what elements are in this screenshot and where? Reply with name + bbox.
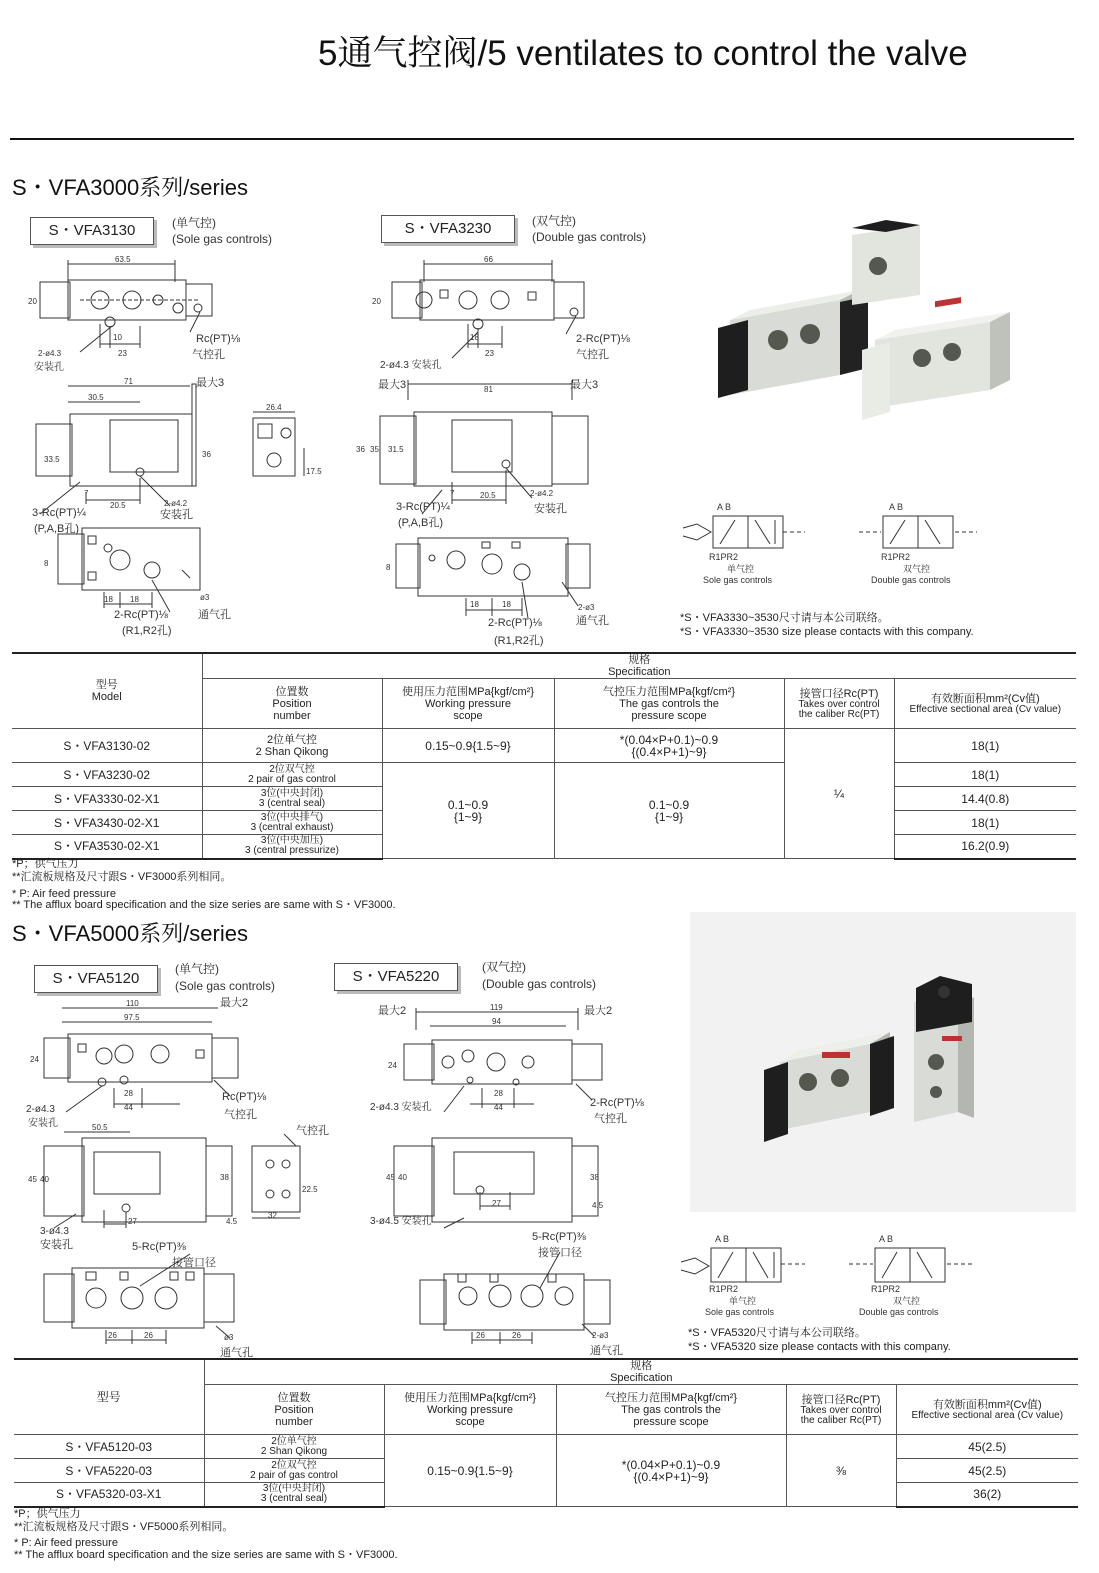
dim-23: 23	[118, 349, 127, 358]
dim-18b: 18	[502, 600, 511, 609]
max-3: 最大3	[196, 377, 225, 389]
header-working-pressure-zh: 使用压力范围MPa{kgf/cm²}	[401, 685, 535, 698]
dim-97-5: 97.5	[124, 1013, 140, 1022]
working-pressure: 0.1~0.9	[447, 797, 489, 812]
position-en: 2 pair of gas control	[248, 773, 336, 785]
header-working-pressure-en: Working pressure	[427, 1403, 513, 1416]
ports-r: R1PR2	[709, 1284, 739, 1294]
position-zh: 3位(中央加压)	[260, 835, 324, 847]
dim-height: 20	[372, 297, 381, 306]
spec-table-vfa3000	[12, 652, 1076, 860]
header-working-pressure-en2: scope	[453, 709, 483, 722]
ports-callout-zh: 接管口径	[538, 1247, 582, 1259]
dim-71: 71	[124, 377, 133, 386]
vent-hole-zh: 通气孔	[576, 615, 609, 627]
dimension-drawing-vfa3130	[20, 252, 360, 647]
table-row	[12, 729, 1076, 763]
ports-callout-zh: (P,A,B孔)	[34, 523, 80, 535]
dim-36: 36	[202, 450, 211, 459]
pilot-port-zh: 气控孔	[192, 349, 225, 361]
header-gas-control-zh: 气控压力范围MPa{kgf/cm²}	[604, 1391, 738, 1404]
dimension-drawing-vfa3230	[352, 252, 667, 650]
pilot-port: Rc(PT)⅛	[196, 333, 240, 345]
effective-area: 45(2.5)	[896, 1459, 1078, 1483]
product-photo-vfa5000	[690, 912, 1076, 1212]
dim-40: 40	[398, 1173, 407, 1182]
ports-callout: 5-Rc(PT)⅜	[132, 1241, 186, 1253]
max-3-right: 最大3	[570, 379, 599, 391]
model-cell: S・VFA3130-02	[12, 729, 202, 763]
symbol-en: Sole gas controls	[703, 575, 773, 585]
position-en: 3 (central seal)	[258, 797, 326, 809]
dim-18a: 18	[470, 600, 479, 609]
gas-control-range-kgf: {(0.4×P+1)~9}	[633, 1469, 709, 1484]
header-position-zh: 位置数	[277, 1391, 311, 1404]
header-gas-control-en: The gas controls the	[621, 1403, 721, 1416]
dim-height: 20	[28, 297, 37, 306]
dim-119: 119	[490, 1003, 503, 1012]
header-position-en2: number	[273, 709, 311, 722]
model-cell: S・VFA3230-02	[12, 763, 202, 787]
control-type-zh: (双气控)	[482, 960, 526, 974]
series-heading-vfa3000: S・VFA3000系列/series	[12, 175, 248, 200]
vent-hole: 2-ø3	[592, 1331, 609, 1340]
position-zh: 2位双气控	[271, 1459, 317, 1471]
mount-hole-zh: 安装孔	[28, 1118, 58, 1129]
header-position-en: Position	[272, 697, 312, 710]
pilot-port: 2-Rc(PT)⅛	[576, 333, 630, 345]
ports-callout: 3-Rc(PT)¼	[32, 507, 86, 519]
ports-ab: A B	[879, 1234, 894, 1244]
contact-note-zh: *S・VFA3330~3530尺寸请与本公司联络。	[680, 612, 889, 624]
vent-hole: ø3	[200, 593, 210, 602]
dim-4-5: 4.5	[226, 1217, 238, 1226]
dim-26a: 26	[108, 1331, 117, 1340]
footnote: **汇流板规格及尺寸跟S・VF3000系列相同。	[12, 871, 232, 883]
vent-hole: 2-ø3	[578, 603, 595, 612]
header-working-pressure-en: Working pressure	[425, 697, 511, 710]
header-position-en: Position	[274, 1403, 314, 1416]
dim-30-5: 30.5	[88, 393, 104, 402]
mount-hole-2: 2-ø4.2	[164, 499, 188, 508]
symbol-zh: 双气控	[903, 564, 931, 574]
header-effective-area-zh: 有效断面积mm²(Cv值)	[932, 1398, 1042, 1411]
control-type-zh: (单气控)	[172, 216, 216, 230]
ports-ab: A B	[715, 1234, 730, 1244]
mount-hole-2-zh: 安装孔	[160, 509, 193, 521]
model-cell: S・VFA3530-02-X1	[12, 835, 202, 859]
title-rule	[10, 138, 1074, 140]
dim-26b: 26	[144, 1331, 153, 1340]
dim-18b: 18	[130, 595, 139, 604]
mount-hole: 2-ø4.3 安装孔	[380, 360, 442, 371]
vent-hole-zh: 通气孔	[590, 1345, 623, 1357]
model-box-vfa5120: S・VFA5120	[34, 965, 158, 993]
dim-7: 7	[450, 489, 455, 498]
header-spec-zh: 规格	[628, 654, 651, 666]
ports-r: R1PR2	[709, 552, 739, 562]
header-effective-area-en: Effective sectional area (Cv value)	[909, 703, 1062, 715]
gas-control-range: *(0.04×P+0.1)~0.9	[621, 1457, 721, 1472]
dim-33-5: 33.5	[44, 455, 60, 464]
effective-area: 45(2.5)	[896, 1435, 1078, 1459]
header-gas-control-en2: pressure scope	[631, 709, 707, 722]
control-type-zh: (双气控)	[532, 214, 576, 228]
control-type-en: (Double gas controls)	[482, 977, 597, 991]
header-spec-zh: 规格	[630, 1360, 653, 1372]
working-pressure-kgf: {1~9}	[453, 809, 483, 824]
max-2: 最大2	[220, 997, 249, 1009]
footnote: **汇流板规格及尺寸跟S・VF5000系列相同。	[14, 1521, 234, 1533]
gas-control-range: *(0.04×P+0.1)~0.9	[619, 732, 719, 747]
dim-31-5: 31.5	[388, 445, 404, 454]
position-en: 3 (central exhaust)	[250, 821, 334, 833]
header-model-zh: 型号	[95, 679, 118, 691]
contact-note-en: *S・VFA3330~3530 size please contacts with this company.	[680, 626, 974, 638]
pilot-hole-zh: 气控孔	[296, 1125, 329, 1137]
header-position-zh: 位置数	[275, 685, 309, 698]
page-title: 5通气控阀/5 ventilates to control the valve	[318, 34, 968, 73]
header-position-en2: number	[275, 1415, 313, 1428]
dim-8: 8	[44, 559, 49, 568]
dim-35: 35	[370, 445, 379, 454]
dim-38: 38	[220, 1173, 229, 1182]
working-pressure: 0.15~0.9{1.5~9}	[384, 1435, 556, 1507]
header-working-pressure-zh: 使用压力范围MPa{kgf/cm²}	[403, 1391, 537, 1404]
footnote: * P: Air feed pressure	[12, 888, 116, 900]
dim-width: 63.5	[115, 255, 131, 264]
max-2-right: 最大2	[584, 1005, 613, 1017]
position-zh: 3位(中央封闭)	[262, 1483, 326, 1495]
symbol-en: Double gas controls	[871, 575, 951, 585]
ports-r: R1PR2	[871, 1284, 901, 1294]
ports-r: R1PR2	[881, 552, 911, 562]
ports-ab: A B	[717, 502, 732, 512]
dim-4-5: 4.5	[592, 1201, 604, 1210]
header-gas-control-en2: pressure scope	[633, 1415, 709, 1428]
vent-hole-zh: 通气孔	[198, 609, 231, 621]
pilot-port: 2-Rc(PT)⅛	[590, 1097, 644, 1109]
dim-45: 45	[386, 1173, 395, 1182]
working-pressure: 0.15~0.9{1.5~9}	[382, 729, 554, 763]
header-model-en: Model	[91, 691, 122, 703]
header-effective-area-zh: 有效断面积mm²(Cv值)	[930, 692, 1040, 705]
dim-24: 24	[30, 1055, 39, 1064]
position-en: 3 (central seal)	[260, 1493, 328, 1505]
dim-10: 10	[113, 333, 122, 342]
effective-area: 18(1)	[894, 811, 1076, 835]
dim-22-5: 22.5	[302, 1185, 318, 1194]
mount-hole-3-zh: 安装孔	[40, 1239, 73, 1251]
model-box-vfa3230: S・VFA3230	[381, 215, 515, 243]
gas-control-range-kgf: {(0.4×P+1)~9}	[631, 744, 707, 759]
header-caliber-en: Takes over control	[800, 1404, 882, 1416]
mount-hole: 2-ø4.3 安装孔	[370, 1102, 432, 1113]
effective-area: 18(1)	[894, 729, 1076, 763]
position-zh: 2位双气控	[269, 763, 315, 775]
position-zh: 2位单气控	[271, 1435, 317, 1447]
header-gas-control-en: The gas controls the	[619, 697, 719, 710]
dim-38: 38	[590, 1173, 599, 1182]
pilot-port-zh: 气控孔	[594, 1113, 627, 1125]
header-caliber-en2: the caliber Rc(PT)	[798, 708, 880, 720]
dim-20-5: 20.5	[110, 501, 126, 510]
exhaust-callout: 2-Rc(PT)⅛	[488, 617, 542, 629]
footnote: ** The afflux board specification and the size series are same with S・VF3000.	[12, 899, 396, 911]
pilot-port-zh: 气控孔	[576, 349, 609, 361]
pilot-port-zh: 气控孔	[224, 1109, 257, 1121]
position-en: 2 pair of gas control	[250, 1469, 338, 1481]
gas-control-range: 0.1~0.9	[648, 797, 690, 812]
product-photo-vfa3000	[690, 200, 1060, 470]
dim-18: 18	[470, 333, 479, 342]
effective-area: 36(2)	[896, 1483, 1078, 1507]
dim-23: 23	[485, 349, 494, 358]
caliber: ⅜	[786, 1435, 896, 1507]
gas-control-range-kgf: {1~9}	[654, 809, 684, 824]
position-zh: 3位(中央封闭)	[260, 787, 324, 799]
position-en: 3 (central pressurize)	[245, 845, 339, 857]
header-caliber-en: Takes over control	[798, 698, 880, 710]
effective-area: 14.4(0.8)	[894, 787, 1076, 811]
dimension-drawing-vfa5120	[20, 996, 350, 1361]
control-type-en: (Sole gas controls)	[175, 979, 276, 993]
contact-note-en: *S・VFA5320 size please contacts with this company.	[688, 1341, 951, 1353]
control-type-en: (Sole gas controls)	[172, 232, 273, 246]
dim-44: 44	[124, 1103, 133, 1112]
header-spec-en: Specification	[610, 1372, 673, 1384]
model-cell: S・VFA5320-03-X1	[14, 1483, 204, 1507]
model-box-vfa5220: S・VFA5220	[334, 963, 458, 991]
mount-hole-2: 2-ø4.2	[530, 489, 554, 498]
model-cell: S・VFA3430-02-X1	[12, 811, 202, 835]
dim-40: 40	[40, 1175, 49, 1184]
header-caliber-zh: 接管口径Rc(PT)	[801, 1393, 881, 1406]
dim-28: 28	[494, 1089, 503, 1098]
dim-36: 36	[356, 445, 365, 454]
exhaust-callout: 2-Rc(PT)⅛	[114, 609, 168, 621]
symbol-zh: 双气控	[893, 1296, 921, 1306]
effective-area: 18(1)	[894, 763, 1076, 787]
dim-7: 7	[84, 489, 89, 498]
position-zh: 3位(中央排气)	[260, 811, 324, 823]
dim-26b: 26	[512, 1331, 521, 1340]
header-caliber-en2: the caliber Rc(PT)	[800, 1414, 882, 1426]
side-width: 26.4	[266, 403, 282, 412]
vent-hole-zh: 通气孔	[220, 1347, 253, 1359]
symbol-zh: 单气控	[729, 1296, 757, 1306]
mount-hole-2-zh: 安装孔	[534, 503, 567, 515]
header-effective-area-en: Effective sectional area (Cv value)	[911, 1409, 1064, 1421]
pneumatic-symbol-sole-5000	[675, 1234, 1015, 1324]
caliber: ¼	[784, 729, 894, 859]
dim-50-5: 50.5	[92, 1123, 108, 1132]
table-row	[12, 763, 1076, 787]
model-cell: S・VFA5220-03	[14, 1459, 204, 1483]
dim-28: 28	[124, 1089, 133, 1098]
exhaust-callout-zh: (R1,R2孔)	[122, 625, 172, 637]
footnote: *P；供气压力	[12, 858, 79, 870]
pneumatic-symbol-sole-3000	[675, 500, 1015, 590]
table-row	[14, 1435, 1078, 1459]
mount-hole-zh: 安装孔	[34, 362, 64, 373]
dim-8: 8	[386, 563, 391, 572]
exhaust-callout-zh: (R1,R2孔)	[494, 635, 544, 647]
dim-20-5: 20.5	[480, 491, 496, 500]
header-working-pressure-en2: scope	[455, 1415, 485, 1428]
symbol-en: Sole gas controls	[705, 1307, 775, 1317]
dim-27: 27	[128, 1217, 137, 1226]
footnote: ** The afflux board specification and the size series are same with S・VF3000.	[14, 1549, 398, 1561]
max-3-left: 最大3	[378, 379, 407, 391]
side-height: 17.5	[306, 467, 322, 476]
dim-44: 44	[494, 1103, 503, 1112]
dim-45: 45	[28, 1175, 37, 1184]
dimension-drawing-vfa5220	[364, 996, 674, 1361]
mount-hole-3: 3-ø4.3	[40, 1226, 69, 1237]
contact-note-zh: *S・VFA5320尺寸请与本公司联络。	[688, 1327, 866, 1339]
dim-94: 94	[492, 1017, 501, 1026]
header-spec-en: Specification	[608, 666, 671, 678]
control-type-en: (Double gas controls)	[532, 230, 647, 244]
footnote: * P: Air feed pressure	[14, 1537, 118, 1549]
header-model-zh: 型号	[14, 1359, 204, 1435]
dim-width: 66	[484, 255, 493, 264]
model-box-vfa3130: S・VFA3130	[30, 217, 154, 245]
effective-area: 16.2(0.9)	[894, 835, 1076, 859]
position-zh: 2位单气控	[266, 733, 318, 746]
footnote: *P；供气压力	[14, 1508, 81, 1520]
spec-table-vfa5000	[14, 1358, 1078, 1508]
series-heading-vfa5000: S・VFA5000系列/series	[12, 921, 248, 946]
vent-hole: ø3	[224, 1333, 234, 1342]
model-cell: S・VFA5120-03	[14, 1435, 204, 1459]
control-type-zh: (单气控)	[175, 962, 219, 976]
max-2-left: 最大2	[378, 1005, 407, 1017]
dim-110: 110	[126, 999, 139, 1008]
dim-24: 24	[388, 1061, 397, 1070]
symbol-en: Double gas controls	[859, 1307, 939, 1317]
pilot-port: Rc(PT)⅛	[222, 1091, 266, 1103]
mount-hole: 2-ø4.3	[38, 349, 62, 358]
mount-hole: 2-ø4.3	[26, 1104, 55, 1115]
ports-callout-zh: (P,A,B孔)	[398, 517, 444, 529]
position-en: 2 Shan Qikong	[255, 745, 329, 758]
dim-26a: 26	[476, 1331, 485, 1340]
symbol-zh: 单气控	[727, 564, 755, 574]
dim-32: 32	[268, 1211, 277, 1220]
model-cell: S・VFA3330-02-X1	[12, 787, 202, 811]
ports-callout: 5-Rc(PT)⅜	[532, 1231, 586, 1243]
ports-callout-zh: 接管口径	[172, 1257, 216, 1269]
dim-27: 27	[492, 1199, 501, 1208]
header-gas-control-zh: 气控压力范围MPa{kgf/cm²}	[602, 685, 736, 698]
dim-81: 81	[484, 385, 493, 394]
ports-callout: 3-Rc(PT)¼	[396, 501, 450, 513]
dim-18a: 18	[104, 595, 113, 604]
ports-ab: A B	[889, 502, 904, 512]
mount-hole-3: 3-ø4.5 安装孔	[370, 1216, 432, 1227]
position-en: 2 Shan Qikong	[260, 1445, 328, 1457]
header-caliber-zh: 接管口径Rc(PT)	[799, 687, 879, 700]
